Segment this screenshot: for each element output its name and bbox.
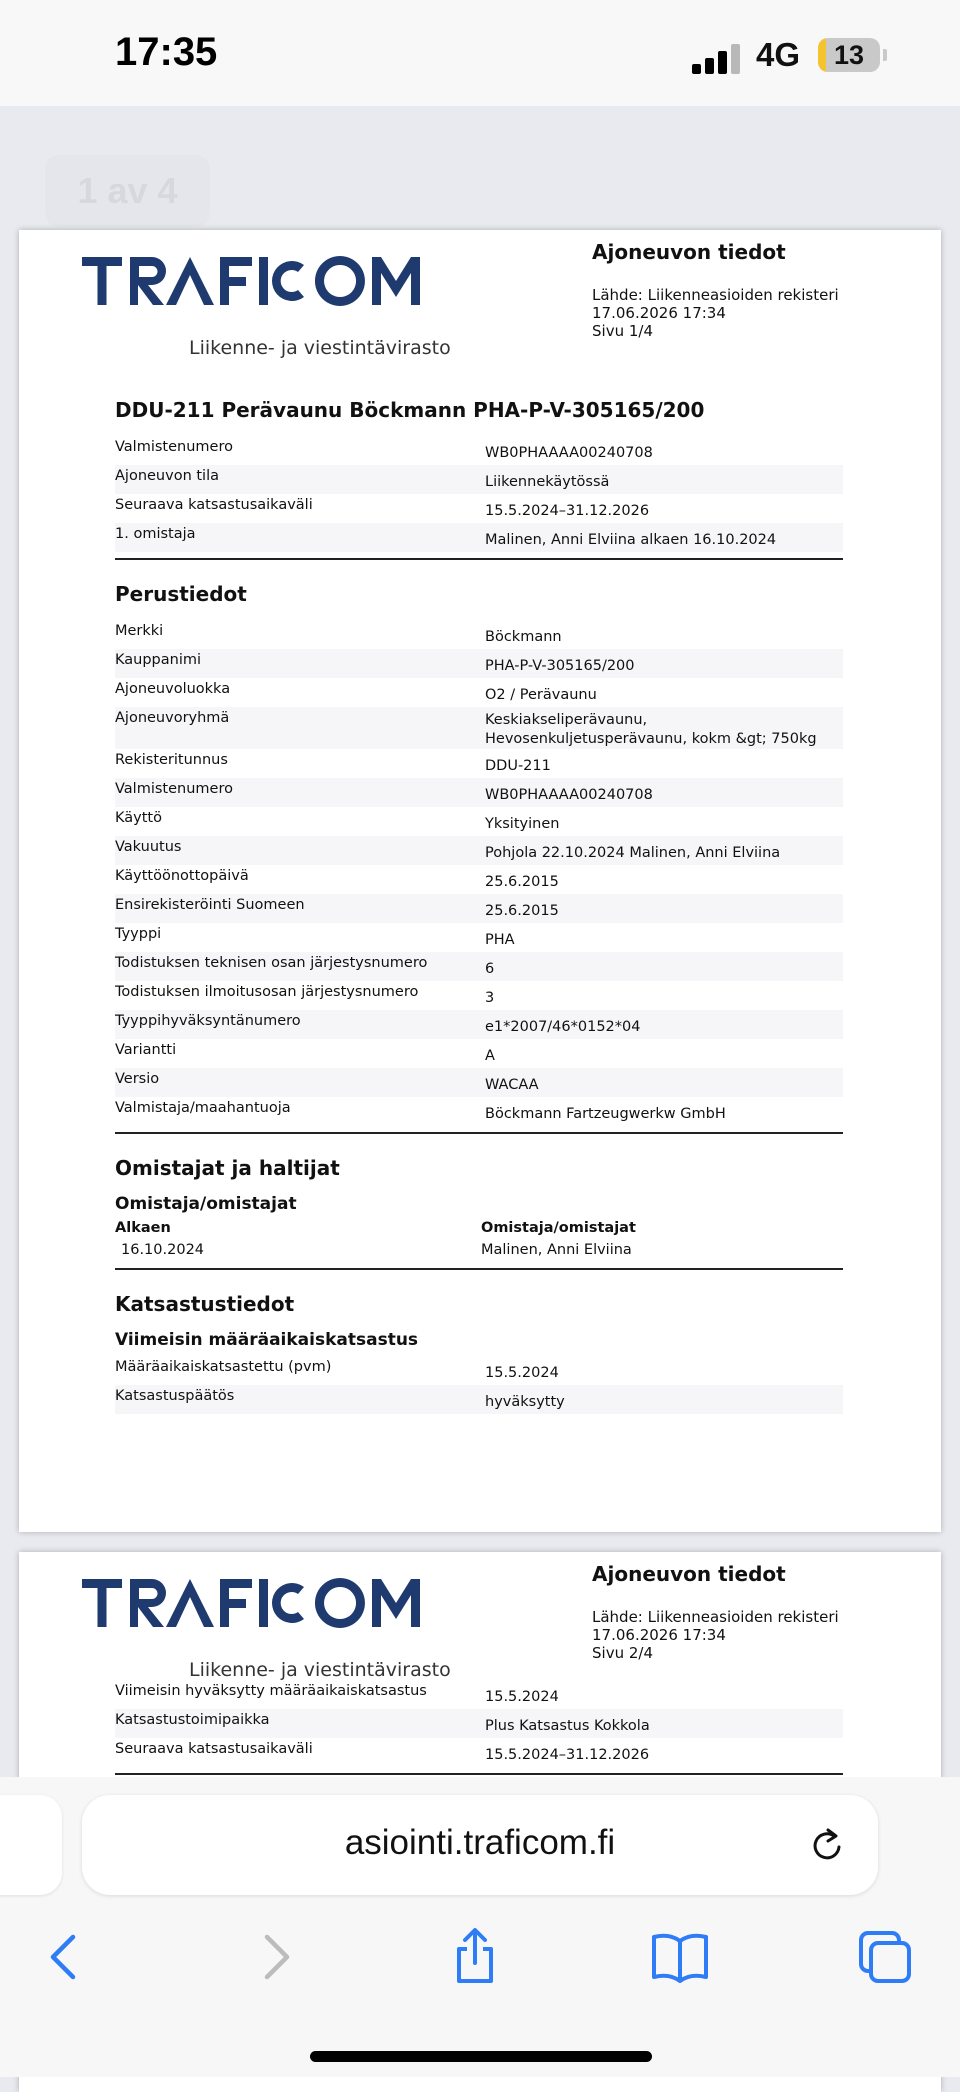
row-label: Merkki — [115, 623, 164, 639]
row-label: Vakuutus — [115, 839, 182, 855]
forward-icon[interactable] — [245, 1927, 305, 1987]
col-from: Alkaen — [115, 1220, 171, 1236]
section-divider — [115, 1268, 843, 1270]
meta-datetime: 17.06.2026 17:34 — [592, 304, 726, 322]
table-row — [115, 1385, 843, 1414]
section-divider — [115, 1773, 843, 1775]
row-value: 25.6.2015 — [485, 874, 559, 890]
row-label: Todistuksen teknisen osan järjestysnumero — [115, 955, 428, 971]
table-row — [115, 523, 843, 552]
table-row — [115, 707, 843, 749]
row-label: Käyttö — [115, 810, 162, 826]
battery-icon — [818, 38, 880, 72]
back-icon[interactable] — [35, 1927, 95, 1987]
table-row — [115, 1010, 843, 1039]
row-label: Ajoneuvoryhmä — [115, 710, 230, 726]
row-value: 25.6.2015 — [485, 903, 559, 919]
traficom-wordmark-icon — [82, 255, 432, 317]
row-value: Böckmann — [485, 629, 562, 645]
section-title-inspection: Katsastustiedot — [115, 1292, 295, 1316]
battery-tip — [883, 49, 887, 61]
section-divider — [115, 1132, 843, 1134]
owners-subtitle: Omistaja/omistajat — [115, 1194, 297, 1214]
address-bar[interactable] — [82, 1795, 878, 1895]
inspection-table — [115, 1356, 843, 1414]
battery-level: 13 — [833, 40, 865, 70]
row-label: Tyyppihyväksyntänumero — [115, 1013, 301, 1029]
row-value: Böckmann Fartzeugwerkw GmbH — [485, 1106, 726, 1122]
row-value: WACAA — [485, 1077, 539, 1093]
row-label: Rekisteritunnus — [115, 752, 228, 768]
traficom-logo — [82, 1577, 451, 1687]
meta-page: Sivu 2/4 — [592, 1644, 653, 1662]
status-bar — [0, 0, 960, 106]
section-title-basic: Perustiedot — [115, 582, 247, 606]
row-value: WB0PHAAAA00240708 — [485, 445, 653, 461]
table-row — [115, 1039, 843, 1068]
cellular-signal-icon — [692, 44, 742, 74]
row-value: Liikennekäytössä — [485, 474, 610, 490]
row-label: Tyyppi — [115, 926, 162, 942]
table-row — [115, 494, 843, 523]
home-indicator — [310, 2051, 652, 2062]
row-value: Yksityinen — [485, 816, 560, 832]
page1-content — [115, 398, 843, 1414]
row-label: Todistuksen ilmoitusosan järjestysnumero — [115, 984, 419, 1000]
row-value: A — [485, 1048, 495, 1064]
bookmarks-icon[interactable] — [650, 1927, 710, 1987]
traficom-logo — [82, 255, 451, 365]
row-label: Katsastustoimipaikka — [115, 1712, 270, 1728]
row-value: Malinen, Anni Elviina alkaen 16.10.2024 — [485, 532, 777, 548]
meta-source: Lähde: Liikenneasioiden rekisteri — [592, 286, 839, 304]
row-value: e1*2007/46*0152*04 — [485, 1019, 641, 1035]
inspection-subtitle: Viimeisin määräaikaiskatsastus — [115, 1330, 419, 1350]
row-value: 15.5.2024 — [485, 1689, 559, 1705]
network-type: 4G — [756, 36, 801, 73]
row-label: Viimeisin hyväksytty määräaikaiskatsastus — [115, 1683, 427, 1699]
status-time: 17:35 — [115, 30, 218, 74]
row-value: hyväksytty — [485, 1394, 565, 1410]
row-value: Keskiakseliperävaunu, Hevosenkuljetusperävaunu, kokm &gt; 750kg — [485, 712, 817, 747]
table-row — [115, 465, 843, 494]
table-row — [115, 1709, 843, 1738]
row-label: Valmistenumero — [115, 439, 233, 455]
inspection-cont-table — [115, 1680, 843, 1767]
row-label: Ensirekisteröinti Suomeen — [115, 897, 305, 913]
row-label: Valmistenumero — [115, 781, 233, 797]
row-value: 15.5.2024–31.12.2026 — [485, 1747, 650, 1763]
row-value: WB0PHAAAA00240708 — [485, 787, 653, 803]
row-value: Plus Katsastus Kokkola — [485, 1718, 650, 1734]
table-row — [115, 894, 843, 923]
page2-content — [115, 1680, 843, 1775]
row-value: 3 — [485, 990, 495, 1006]
url-text: asiointi.traficom.fi — [344, 1823, 616, 1862]
previous-tab-card[interactable] — [0, 1795, 62, 1895]
row-value: 15.5.2024–31.12.2026 — [485, 503, 650, 519]
logo-subtitle: Liikenne- ja viestintävirasto — [189, 1659, 451, 1681]
meta-title: Ajoneuvon tiedot — [592, 240, 786, 264]
row-value: Pohjola 22.10.2024 Malinen, Anni Elviina — [485, 845, 781, 861]
table-row — [115, 807, 843, 836]
logo-subtitle: Liikenne- ja viestintävirasto — [189, 337, 451, 359]
table-row — [115, 678, 843, 707]
table-row — [115, 749, 843, 778]
meta-title: Ajoneuvon tiedot — [592, 1562, 786, 1586]
page-meta — [592, 1562, 912, 1662]
table-row — [115, 1356, 843, 1385]
browser-toolbar — [0, 1777, 960, 2077]
row-label: Versio — [115, 1071, 160, 1087]
row-label: Katsastuspäätös — [115, 1388, 235, 1404]
owner-name: Malinen, Anni Elviina — [481, 1242, 632, 1258]
table-row — [115, 865, 843, 894]
table-row — [115, 836, 843, 865]
table-row — [115, 981, 843, 1010]
table-row — [115, 620, 843, 649]
row-label: Seuraava katsastusaikaväli — [115, 497, 313, 513]
table-row — [115, 436, 843, 465]
share-icon[interactable] — [445, 1927, 505, 1987]
basic-info-table — [115, 620, 843, 1126]
section-divider — [115, 558, 843, 560]
doc-title: DDU-211 Perävaunu Böckmann PHA-P-V-305165/200 — [115, 398, 705, 422]
row-value: DDU-211 — [485, 758, 551, 774]
owner-row — [115, 1236, 843, 1262]
table-row — [115, 1680, 843, 1709]
row-label: 1. omistaja — [115, 526, 196, 542]
row-label: Variantti — [115, 1042, 177, 1058]
row-label: Kauppanimi — [115, 652, 201, 668]
row-label: Määräaikaiskatsastettu (pvm) — [115, 1359, 332, 1375]
table-row — [115, 952, 843, 981]
row-label: Käyttöönottopäivä — [115, 868, 249, 884]
table-row — [115, 778, 843, 807]
row-value: PHA-P-V-305165/200 — [485, 658, 635, 674]
meta-datetime: 17.06.2026 17:34 — [592, 1626, 726, 1644]
reload-icon[interactable] — [808, 1825, 848, 1865]
row-value: PHA — [485, 932, 515, 948]
row-label: Valmistaja/maahantuoja — [115, 1100, 291, 1116]
row-value: 15.5.2024 — [485, 1365, 559, 1381]
col-owner: Omistaja/omistajat — [481, 1220, 636, 1236]
row-value: 6 — [485, 961, 495, 977]
page-indicator: 1 av 4 — [45, 155, 210, 227]
pdf-page-1[interactable] — [19, 230, 941, 1532]
table-row — [115, 923, 843, 952]
row-value: O2 / Perävaunu — [485, 687, 597, 703]
meta-page: Sivu 1/4 — [592, 322, 653, 340]
owners-header — [115, 1220, 843, 1236]
summary-table — [115, 436, 843, 552]
section-title-owners: Omistajat ja haltijat — [115, 1156, 340, 1180]
table-row — [115, 1738, 843, 1767]
row-label: Ajoneuvoluokka — [115, 681, 231, 697]
row-label: Ajoneuvon tila — [115, 468, 219, 484]
tabs-icon[interactable] — [855, 1927, 915, 1987]
table-row — [115, 649, 843, 678]
traficom-wordmark-icon — [82, 1577, 432, 1639]
row-label: Seuraava katsastusaikaväli — [115, 1741, 313, 1757]
page-meta — [592, 240, 912, 340]
table-row — [115, 1097, 843, 1126]
owner-from: 16.10.2024 — [121, 1242, 205, 1258]
meta-source: Lähde: Liikenneasioiden rekisteri — [592, 1608, 839, 1626]
table-row — [115, 1068, 843, 1097]
